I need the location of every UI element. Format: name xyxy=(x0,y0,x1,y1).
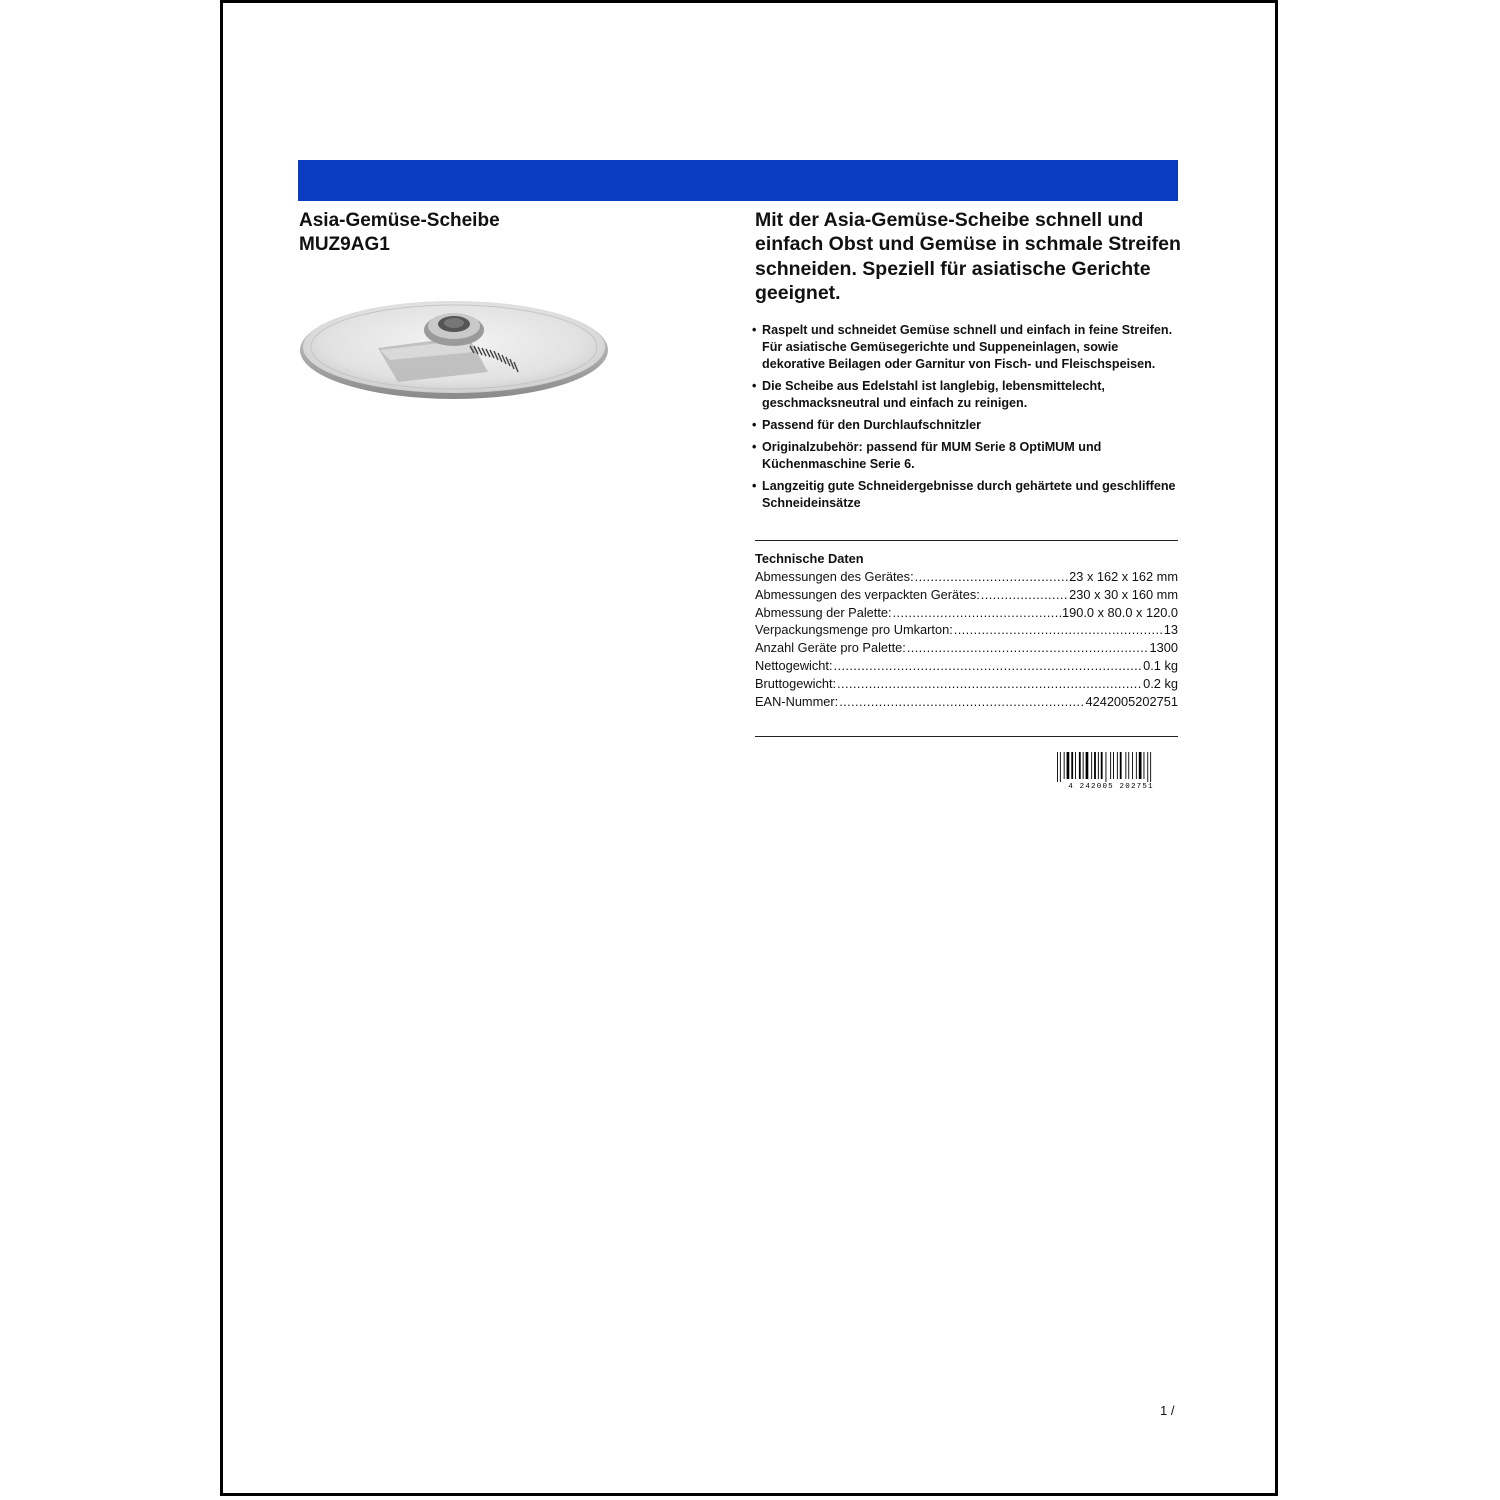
barcode-bar xyxy=(1060,752,1061,782)
spec-label: Abmessung der Palette: xyxy=(755,604,892,620)
barcode-bar xyxy=(1071,752,1073,779)
spec-row xyxy=(755,694,1178,712)
barcode-bar xyxy=(1132,752,1133,779)
product-headline: Mit der Asia-Gemüse-Scheibe schnell und einfach Obst und Gemüse in schmale Streifen schneiden. Speziell für asiatische Gerichte geeignet. xyxy=(755,209,1181,304)
section-divider xyxy=(755,736,1178,737)
barcode-bar xyxy=(1057,752,1058,782)
feature-item: • Passend für den Durchlaufschnitzler xyxy=(752,417,1182,434)
spec-row xyxy=(755,658,1178,676)
spec-label: Anzahl Geräte pro Palette: xyxy=(755,640,906,656)
leader-dots xyxy=(907,640,1149,655)
leader-dots xyxy=(915,569,1069,584)
barcode-bar xyxy=(1091,752,1092,779)
brand-header-bar xyxy=(298,160,1178,201)
leader-dots xyxy=(834,658,1143,673)
barcode-bar xyxy=(1113,752,1114,779)
spec-row xyxy=(755,569,1178,587)
product-model: MUZ9AG1 xyxy=(299,234,390,255)
spec-label: EAN-Nummer: xyxy=(755,693,839,709)
spec-label: Bruttogewicht: xyxy=(755,675,837,691)
spec-row xyxy=(755,587,1178,605)
leader-dots xyxy=(837,676,1142,691)
barcode-bar xyxy=(1106,752,1107,782)
barcode-bar xyxy=(1120,752,1122,779)
feature-list xyxy=(752,322,1182,517)
spec-value: 230 x 30 x 160 mm xyxy=(1069,586,1178,602)
section-divider xyxy=(755,540,1178,541)
spec-label: Nettogewicht: xyxy=(755,657,833,673)
spec-row xyxy=(755,676,1178,694)
spec-row xyxy=(755,605,1178,623)
barcode-bar xyxy=(1101,752,1103,779)
barcode-bar xyxy=(1098,752,1099,779)
barcode-bar xyxy=(1075,752,1076,779)
barcode-bar xyxy=(1094,752,1096,779)
spec-row xyxy=(755,640,1178,658)
feature-item: • Die Scheibe aus Edelstahl ist langlebig, lebensmittelecht, geschmacksneutral und einfach zu reinigen. xyxy=(752,378,1182,412)
leader-dots xyxy=(981,587,1068,602)
spec-value: 1300 xyxy=(1149,640,1178,656)
spec-table xyxy=(755,569,1178,711)
spec-section-title: Technische Daten xyxy=(755,551,864,566)
spec-value: 190.0 x 80.0 x 120.0 xyxy=(1062,604,1178,620)
leader-dots xyxy=(954,622,1163,637)
feature-item: • Originalzubehör: passend für MUM Serie 8 OptiMUM und Küchenmaschine Serie 6. xyxy=(752,439,1182,473)
barcode-bar xyxy=(1079,752,1081,779)
spec-value: 0.1 kg xyxy=(1143,657,1178,673)
barcode-bar xyxy=(1083,752,1084,779)
barcode-bar xyxy=(1147,752,1148,782)
spec-value: 4242005202751 xyxy=(1085,693,1178,709)
barcode-bar xyxy=(1110,752,1111,779)
spec-label: Verpackungsmenge pro Umkarton: xyxy=(755,622,953,638)
barcode-bar xyxy=(1064,752,1065,779)
leader-dots xyxy=(893,605,1061,620)
barcode-bar xyxy=(1125,752,1126,779)
spec-value: 13 xyxy=(1163,622,1178,638)
spec-label: Abmessungen des verpackten Gerätes: xyxy=(755,586,980,602)
spec-row xyxy=(755,622,1178,640)
barcode-bar xyxy=(1150,752,1151,782)
barcode-bar xyxy=(1067,752,1070,779)
page-number xyxy=(1160,1403,1174,1418)
spec-value: 23 x 162 x 162 mm xyxy=(1069,569,1178,584)
spec-value: 0.2 kg xyxy=(1143,675,1178,691)
product-name: Asia-Gemüse-Scheibe xyxy=(299,210,500,231)
feature-item: • Langzeitig gute Schneidergebnisse durch gehärtete und geschliffene Schneideinsätze xyxy=(752,478,1182,512)
barcode-bar xyxy=(1128,752,1129,779)
ean-barcode xyxy=(1053,752,1169,790)
page-number-label: 1 / xyxy=(1160,1403,1175,1418)
leader-dots xyxy=(839,694,1084,709)
barcode-bar xyxy=(1139,752,1142,779)
barcode-digits: 4 242005 202751 xyxy=(1068,783,1154,790)
barcode-bar xyxy=(1136,752,1137,779)
feature-item: • Raspelt und schneidet Gemüse schnell und einfach in feine Streifen. Für asiatische Gemüsegerichte und Suppeneinlagen, sowie dekorative Beilagen oder Garnitur von Fisch- und Fleischspeisen. xyxy=(752,322,1182,373)
product-disc-image xyxy=(298,296,610,400)
barcode-bar xyxy=(1144,752,1145,779)
spec-label: Abmessungen des Gerätes: xyxy=(755,569,914,584)
barcode-bar xyxy=(1117,752,1118,779)
product-title xyxy=(299,209,500,257)
barcode-bar xyxy=(1086,752,1089,779)
